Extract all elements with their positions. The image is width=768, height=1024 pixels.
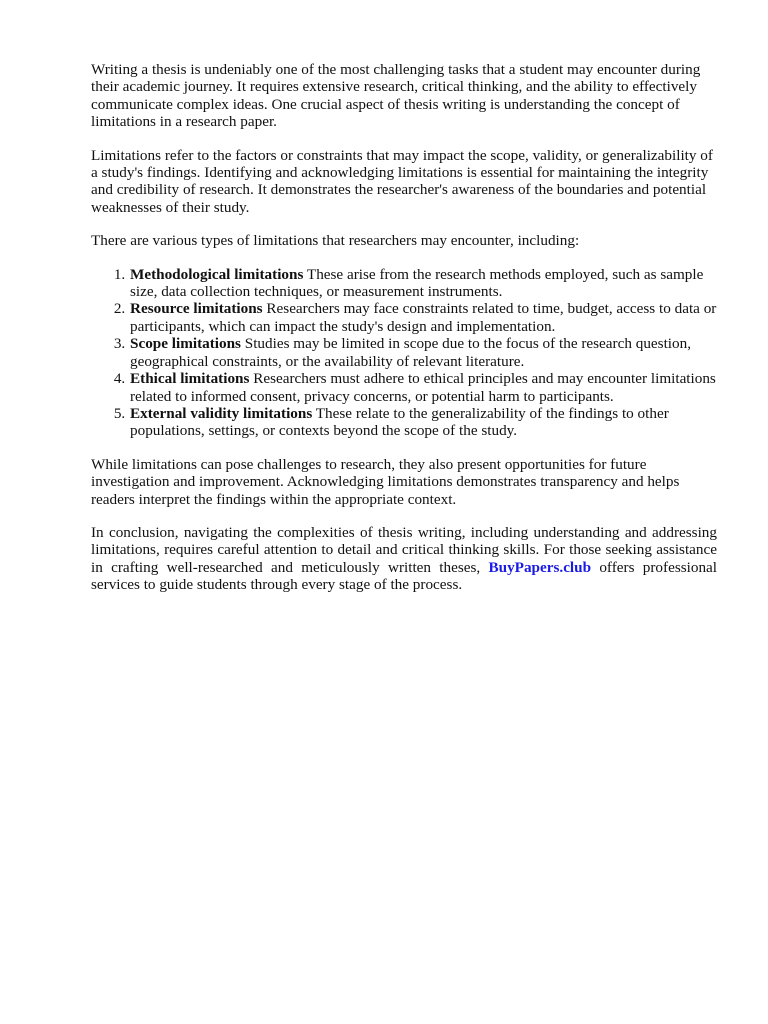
limitation-term: Scope limitations <box>130 335 241 353</box>
limitations-list <box>91 266 717 440</box>
document-body <box>91 61 717 610</box>
conclusion-text-end: offers professional services to guide students through every stage of the process. <box>91 558 718 594</box>
opportunities-paragraph: While limitations can pose challenges to research, they also present opportunities for future investigation and improvement. Acknowledging limitations demonstrates transparency and helps readers interpret the findings within the appropriate context. <box>91 455 680 508</box>
limitation-description: Studies may be limited in scope due to the focus of the research question, geographical constraints, or the availability of relevant literature. <box>130 335 691 370</box>
types-intro-paragraph: There are various types of limitations that researchers may encounter, including: <box>91 232 580 250</box>
conclusion-text: In conclusion, navigating the complexities of thesis writing, including understanding and addressing limitations, requires careful attention to detail and critical thinking skills. For those seeking assistance in crafting well-researched and meticulously written theses, <box>91 523 717 576</box>
list-item <box>129 266 717 301</box>
list-item <box>129 300 717 335</box>
limitation-description: Researchers must adhere to ethical principles and may encounter limitations related to informed consent, privacy concerns, or potential harm to participants. <box>130 370 716 405</box>
limitation-term: Methodological limitations <box>130 265 304 283</box>
list-item <box>129 405 717 440</box>
list-item <box>129 370 717 405</box>
list-item <box>129 335 717 370</box>
conclusion-paragraph <box>91 524 717 594</box>
limitation-term: Resource limitations <box>130 300 263 318</box>
limitation-description: Researchers may face constraints related to time, budget, access to data or participants, which can impact the study's design and implementation. <box>130 300 717 335</box>
definition-paragraph: Limitations refer to the factors or constraints that may impact the scope, validity, or generalizability of a study's findings. Identifying and acknowledging limitations is essential for maintaining the integrity and credibility of research. It demonstrates the researcher's awareness of the boundaries and potential weaknesses of their study. <box>91 146 713 216</box>
limitation-term: Ethical limitations <box>130 370 250 388</box>
intro-paragraph: Writing a thesis is undeniably one of the most challenging tasks that a student may encounter during their academic journey. It requires extensive research, critical thinking, and the ability to effectively communicate complex ideas. One crucial aspect of thesis writing is understanding the concept of limitations in a research paper. <box>91 61 701 131</box>
buypapers-link[interactable]: BuyPapers.club <box>488 558 592 576</box>
limitation-description: These relate to the generalizability of the findings to other populations, settings, or contexts beyond the scope of the study. <box>130 404 669 440</box>
limitation-description: These arise from the research methods employed, such as sample size, data collection techniques, or measurement instruments. <box>130 265 704 301</box>
limitation-term: External validity limitations <box>130 404 313 422</box>
